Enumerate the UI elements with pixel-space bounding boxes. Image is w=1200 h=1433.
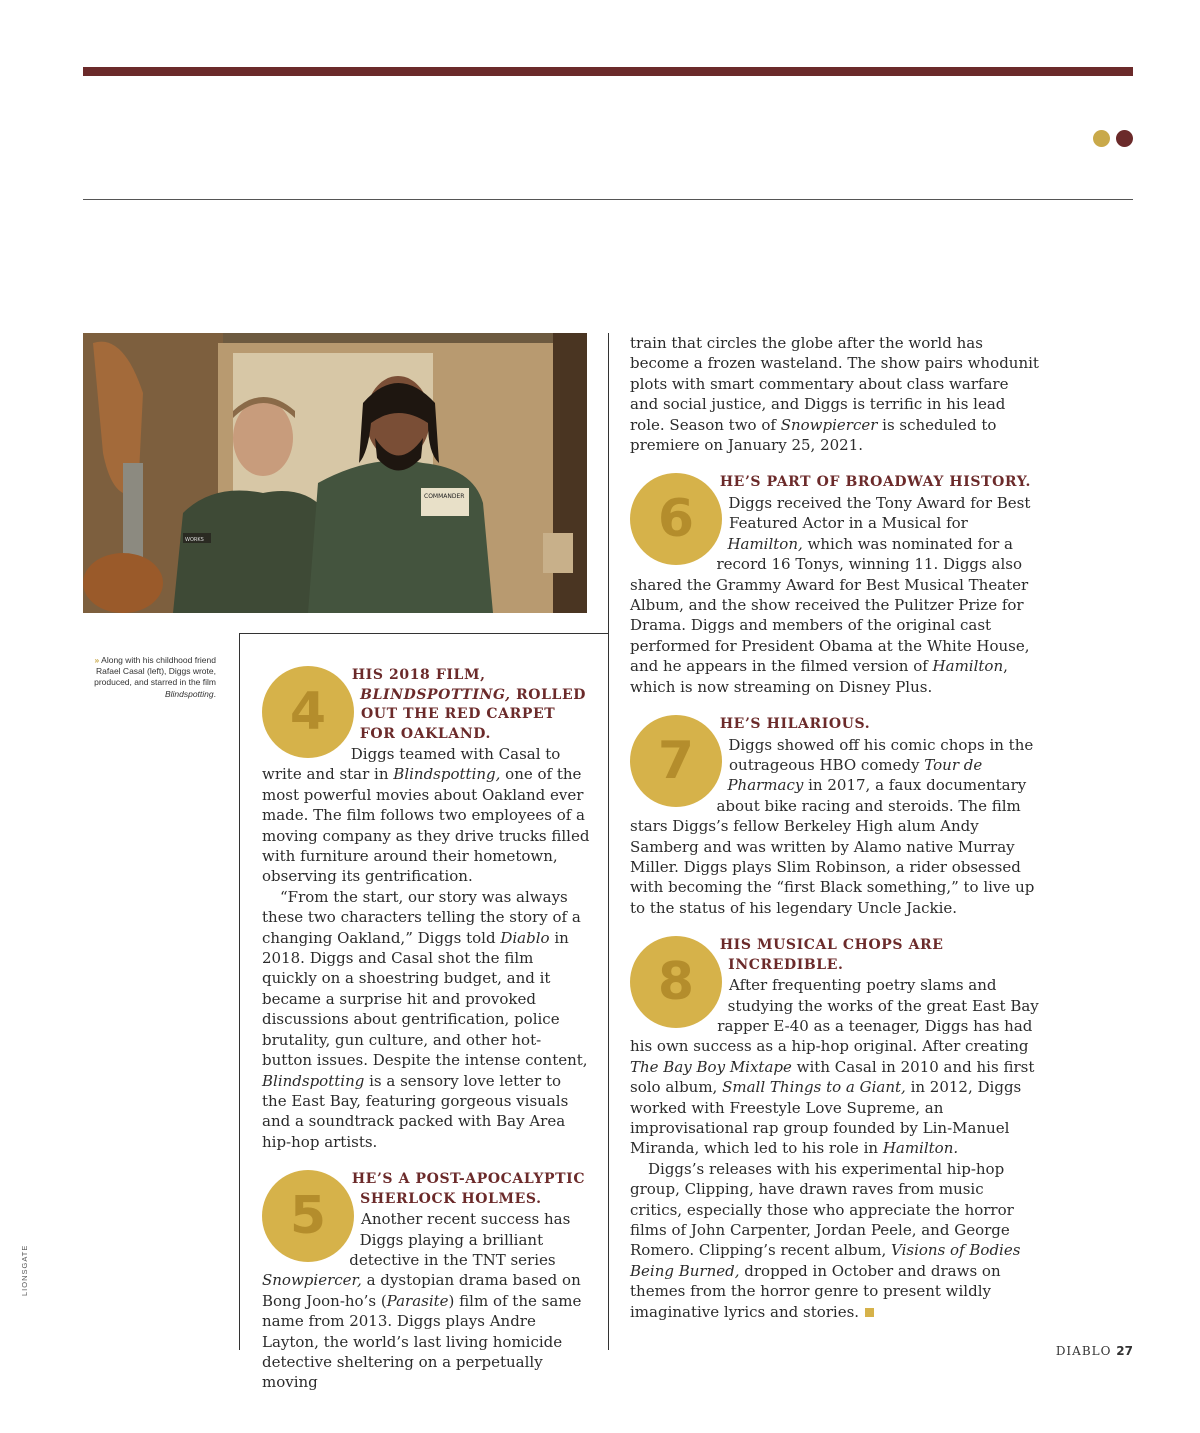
- right-column: [630, 333, 1040, 1322]
- s4-p2-c: is a sensory love letter to the East Bay, featuring gorgeous visuals and a soundtrack packed with Bay Area hip-hop artists.: [262, 1071, 569, 1151]
- head-4-post: ROLLED OUT THE RED CARPET FOR OAKLAND.: [359, 686, 586, 742]
- photo-caption: [83, 655, 216, 700]
- s4-p2-b: in 2018. Diggs and Casal shot the film quickly on a shoestring budget, and it became a surprise hit and provoked discussions about gentrification, police brutality, gun culture, and other hot-button issues. Despite the intense content,: [262, 928, 588, 1070]
- section-7-heading: HE’S HILARIOUS.: [719, 716, 871, 732]
- folio-page-number: 27: [1116, 1344, 1133, 1358]
- section-8: [630, 936, 1040, 1322]
- section-4: [262, 666, 590, 1152]
- section-4-para-1: [262, 744, 590, 887]
- number-badge-8: 8: [630, 936, 722, 1028]
- section-5-continued: [630, 333, 1040, 455]
- s6-p1-show2: Hamilton: [932, 657, 1004, 676]
- number-badge-4: 4: [262, 666, 354, 758]
- s7-p1-a: Diggs showed off his comic chops in the outrageous HBO comedy: [728, 735, 1034, 774]
- number-badge-7: 7: [630, 715, 722, 807]
- s8-p1-show: Hamilton.: [882, 1139, 959, 1158]
- s8-p2-b: dropped in October and draws on themes from the horror genre to present wildly imaginative lyrics and stories.: [630, 1261, 1001, 1321]
- s8-p2-a: Diggs’s releases with his experimental hip-hop group, Clipping, have drawn raves from music critics, especially those who appreciate the horror films of John Carpenter, Jordan Peele, and George Romero. Clipping’s recent album,: [630, 1159, 1014, 1260]
- column-rule-middle: [608, 333, 609, 1350]
- header-rule: [83, 199, 1133, 200]
- s4-p1-a: Diggs teamed with Casal to write and star in: [262, 745, 561, 784]
- section-5: [262, 1170, 590, 1393]
- film-still-photo: [83, 333, 587, 613]
- section-8-heading: HIS MUSICAL CHOPS ARE INCREDIBLE.: [719, 937, 944, 973]
- s8-p1-a: After frequenting poetry slams and studying the works of the great East Bay rapper E-40 as a teenager, Diggs has had his own success as a hip-hop original. After creating: [630, 976, 1039, 1056]
- s8-p1-b: with Casal in 2010 and his first solo album,: [630, 1057, 1035, 1097]
- head-4-film: BLINDSPOTTING,: [360, 686, 511, 703]
- s7-p1-b: in 2017, a faux documentary about bike racing and steroids. The film stars Diggs’s fellow Berkeley High alum Andy Samberg and was written by Alamo native Murray Miller. Diggs plays Slim Robinson, a rider obsessed with becoming the “first Black something,” to live up to the status of his legendary Uncle Jackie.: [630, 776, 1035, 917]
- gold-dot-icon: [1093, 130, 1110, 147]
- caption-end: .: [213, 688, 216, 699]
- s8-p2-album: Visions of Bodies Being Burned,: [630, 1241, 1021, 1280]
- s5-p1-show: Snowpiercer,: [262, 1271, 362, 1290]
- s5-p1-a: Another recent success has Diggs playing a brilliant detective in the TNT series: [349, 1210, 571, 1269]
- s8-p1-c: in 2012, Diggs worked with Freestyle Love Supreme, an improvisational rap group founded by Lin-Manuel Miranda, which led to his role in: [630, 1078, 1022, 1158]
- section-5-heading: HE’S A POST-APOCALYPTIC SHERLOCK HOLMES.: [351, 1171, 586, 1207]
- column-rule-left: [239, 633, 240, 1350]
- name-tag-text: COMMANDER: [424, 493, 465, 500]
- s5-p1-film: Parasite: [386, 1291, 449, 1310]
- number-badge-5: 5: [262, 1170, 354, 1262]
- head-4-pre: HIS 2018 FILM,: [351, 667, 486, 683]
- s6-p1-b: which was nominated for a record 16 Tonys, winning 11. Diggs also shared the Grammy Award for Best Musical Theater Album, and the show received the Pulitzer Prize for Drama. Diggs and members of the original cast performed for President Obama at the White House, and he appears in the filmed version of: [630, 534, 1030, 676]
- folio-magazine: DIABLO: [1055, 1344, 1112, 1358]
- header-bar: [83, 67, 1133, 76]
- section-7: [630, 715, 1040, 918]
- caption-rule: [239, 633, 609, 634]
- s4-p2-film: Blindspotting: [262, 1071, 365, 1090]
- left-column: [262, 666, 590, 1393]
- s8-p1-mix: The Bay Boy Mixtape: [630, 1057, 792, 1076]
- s4-p1-film: Blindspotting,: [393, 765, 501, 784]
- number-badge-6: 6: [630, 473, 722, 565]
- maroon-dot-icon: [1116, 130, 1133, 147]
- section-4-para-2: [262, 887, 590, 1152]
- s7-p1-show: Tour de Pharmacy: [727, 755, 983, 795]
- s5-p1-c: ) film of the same name from 2013. Diggs plays Andre Layton, the world’s last living homicide detective sheltering on a perpetually moving: [262, 1291, 582, 1392]
- s5c-a: train that circles the globe after the world has become a frozen wasteland. The show pairs whodunit plots with smart commentary about class warfare and social justice, and Diggs is terrific in his lead role. Season two of: [630, 334, 1039, 434]
- end-mark-icon: [865, 1308, 874, 1317]
- s5c-b: is scheduled to premiere on January 25, 2021.: [630, 415, 997, 455]
- s8-p1-album: Small Things to a Giant,: [722, 1078, 906, 1097]
- s6-p1-show: Hamilton,: [727, 534, 803, 553]
- caption-text: Along with his childhood friend Rafael Casal (left), Diggs wrote, produced, and starred in the film: [94, 655, 216, 688]
- patch-text: WORKS: [185, 537, 204, 543]
- caption-film: Blindspotting: [164, 688, 214, 699]
- s4-p1-b: one of the most powerful movies about Oakland ever made. The film follows two employees of a moving company as they drive trucks filled with furniture around their hometown, observing its gentrification.: [262, 765, 590, 886]
- s4-p2-mag: Diablo: [500, 928, 550, 947]
- section-6-heading: HE’S PART OF BROADWAY HISTORY.: [719, 474, 1031, 491]
- s6-p1-a: Diggs received the Tony Award for Best Featured Actor in a Musical for: [728, 493, 1031, 533]
- section-8-para-2: [630, 1159, 1040, 1322]
- s4-p2-a: “From the start, our story was always these two characters telling the story of a changing Oakland,” Diggs told: [262, 887, 581, 947]
- s5c-show: Snowpiercer: [780, 415, 878, 434]
- s6-p1-c: , which is now streaming on Disney Plus.: [630, 657, 1008, 696]
- caption-chevron-icon: »: [94, 655, 100, 665]
- photo-credit: LIONSGATE: [20, 1244, 29, 1296]
- section-6: [630, 473, 1040, 697]
- page-folio: [1010, 1344, 1133, 1358]
- s5-p1-b: a dystopian drama based on Bong Joon-ho’s (: [262, 1271, 581, 1310]
